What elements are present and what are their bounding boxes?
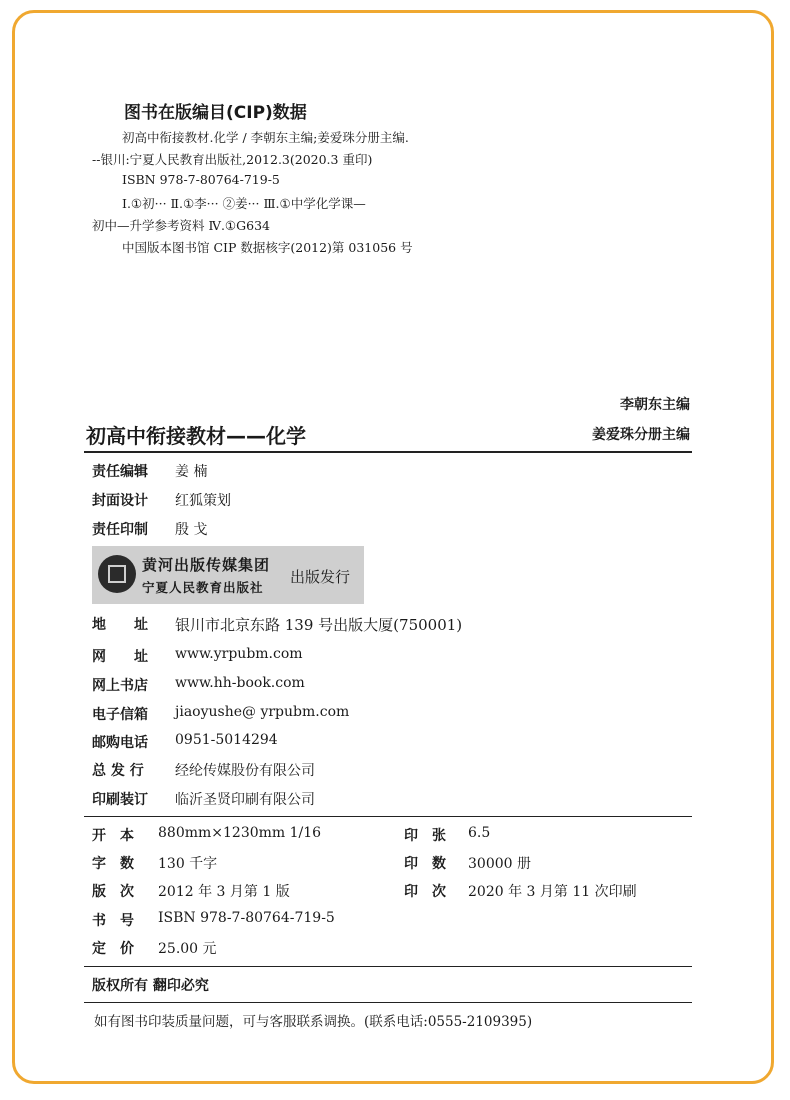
divider [84,816,692,817]
book-title: 初高中衔接教材——化学 [86,424,306,448]
contact-value: www.yrpubm.com [175,646,303,662]
volume-editor: 姜爱珠分册主编 [592,427,690,443]
spec-label: 开 本 [92,828,134,844]
contact-value: 经纶传媒股份有限公司 [175,763,315,779]
divider [84,451,692,453]
spec-label: 字 数 [92,856,134,872]
staff-value: 殷 戈 [175,522,208,538]
contact-value: 0951-5014294 [175,732,278,748]
cip-line: ISBN 978-7-80764-719-5 [122,172,280,187]
cip-line: 初高中衔接教材.化学 / 李朝东主编;姜爱珠分册主编. [122,130,409,145]
spec-label: 印 次 [404,884,446,900]
contact-label: 网 址 [92,649,148,665]
spec-label: 印 数 [404,856,446,872]
publisher-banner [92,546,364,604]
divider [84,966,692,967]
cip-line: Ⅰ.①初··· Ⅱ.①李··· ②姜··· Ⅲ.①中学化学课— [122,196,366,211]
publisher-name: 宁夏人民教育出版社 [142,580,264,595]
spec-label: 定 价 [92,941,134,957]
contact-label: 网上书店 [92,678,148,694]
contact-value: 银川市北京东路 139 号出版大厦(750001) [175,616,463,634]
spec-label: 版 次 [92,884,134,900]
contact-value: 临沂圣贤印刷有限公司 [175,792,315,808]
staff-label: 责任编辑 [92,464,148,480]
spec-value: 2012 年 3 月第 1 版 [158,884,290,900]
staff-value: 红狐策划 [175,493,231,509]
publisher-group: 黄河出版传媒集团 [142,556,271,574]
cip-title: 图书在版编目(CIP)数据 [124,103,307,123]
rights-notice: 版权所有 翻印必究 [92,978,209,994]
spec-label: 印 张 [404,828,446,844]
divider [84,1002,692,1003]
spec-value: 6.5 [468,825,491,841]
publisher-role: 出版发行 [290,568,351,586]
spec-value: 130 千字 [158,856,218,872]
contact-label: 电子信箱 [92,707,148,723]
staff-label: 封面设计 [92,493,148,509]
contact-note: 如有图书印装质量问题，可与客服联系调换。(联系电话:0555-2109395) [94,1014,533,1030]
staff-label: 责任印制 [92,522,148,538]
contact-value: jiaoyushe@ yrpubm.com [175,704,350,720]
spec-value: 880mm×1230mm 1/16 [158,825,322,841]
contact-label: 地 址 [92,617,148,633]
contact-label: 总 发 行 [92,763,144,779]
chief-editor: 李朝东主编 [620,397,690,413]
staff-value: 姜 楠 [175,464,208,480]
spec-value: ISBN 978-7-80764-719-5 [158,910,335,926]
spec-value: 2020 年 3 月第 11 次印刷 [468,884,637,900]
cip-line: 中国版本图书馆 CIP 数据核字(2012)第 031056 号 [122,240,413,255]
contact-label: 印刷装订 [92,792,148,808]
spec-label: 书 号 [92,913,134,929]
publisher-logo-icon [98,555,136,593]
cip-line: 初中—升学参考资料 Ⅳ.①G634 [92,218,270,233]
cip-line: --银川:宁夏人民教育出版社,2012.3(2020.3 重印) [92,152,373,167]
contact-label: 邮购电话 [92,735,148,751]
contact-value: www.hh-book.com [175,675,305,691]
spec-value: 30000 册 [468,856,531,872]
spec-value: 25.00 元 [158,941,217,957]
